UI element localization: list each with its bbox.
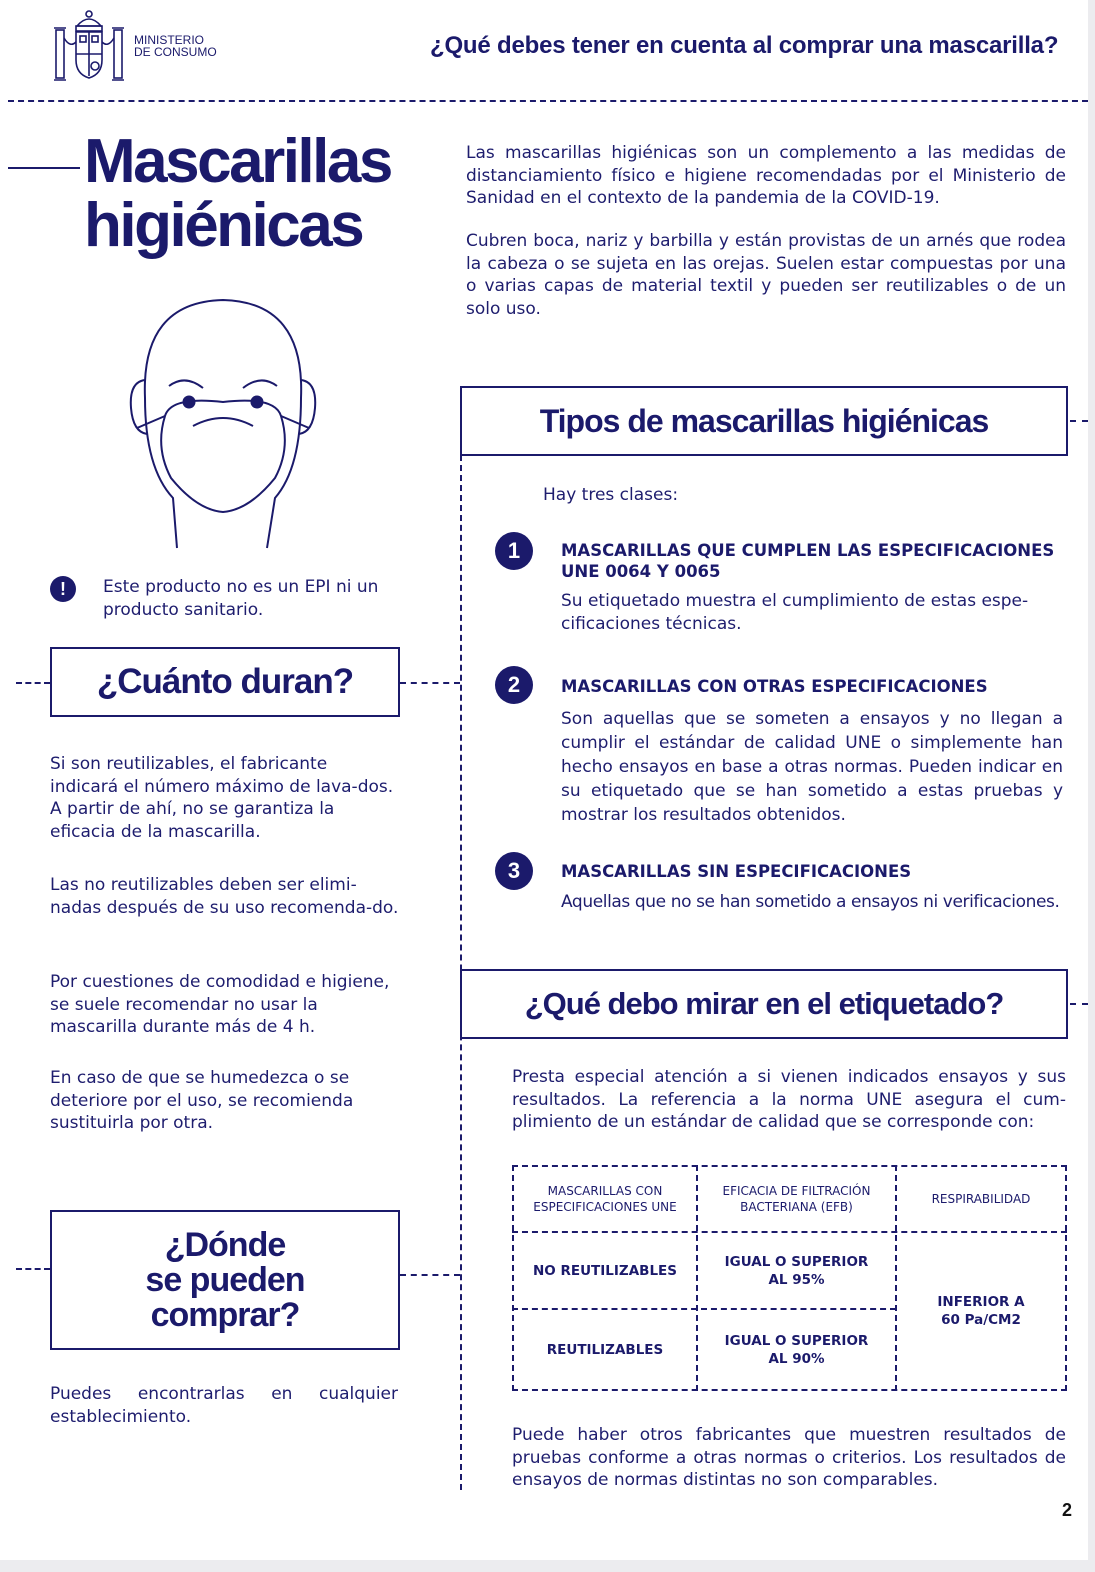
type-1-text: Su etiquetado muestra el cumplimiento de estas espe-cificaciones técnicas. [561, 591, 1029, 634]
type-2-title: MASCARILLAS CON OTRAS ESPECIFICACIONES [561, 677, 988, 696]
ministry-line1: MINISTERIO [134, 33, 205, 47]
exclamation-icon: ! [50, 576, 76, 602]
table-header-efb: EFICACIA DE FILTRACIÓN BACTERIANA (EFB) [722, 1184, 871, 1214]
type-2-text: Son aquellas que se someten a ensayos y no llegan a cumplir el estándar de calidad UNE o simplemente han hecho ensayos en base a otras normas. Pueden indicar en su etiquetado que se han sometido a estas pruebas y mostrar los resultados obtenidos. [561, 709, 1063, 825]
duration-paragraph-4: En caso de que se humedezca o se deteriore por el uso, se recomienda sustituirla por otra. [50, 1068, 354, 1133]
types-heading-box [460, 386, 1068, 456]
page-title-line1: Mascarillas [84, 127, 391, 196]
type-3-text: Aquellas que no se han sometido a ensayos ni verificaciones. [561, 892, 1060, 912]
table-header-breathability: RESPIRABILIDAD [931, 1192, 1031, 1206]
duration-heading-box [50, 647, 400, 717]
table-header-masks: MASCARILLAS CON ESPECIFICACIONES UNE [533, 1184, 677, 1214]
duration-connector-left [16, 682, 50, 684]
where-text: Puedes encontrarlas en cualquier establecimiento. [50, 1384, 398, 1427]
face-with-mask-illustration [125, 298, 320, 550]
specifications-table [512, 1165, 1067, 1391]
types-intro: Hay tres clases: [543, 485, 679, 505]
type-1-title: MASCARILLAS QUE CUMPLEN LAS ESPECIFICACIONES UNE 0064 Y 0065 [561, 541, 1055, 581]
notice-text: Este producto no es un EPI ni un producto sanitario. [103, 577, 379, 620]
label-heading-box [460, 969, 1068, 1039]
duration-connector-right [400, 682, 460, 684]
duration-paragraph-2: Las no reutilizables deben ser elimi-nadas después de su uso recomenda-do. [50, 875, 399, 918]
duration-paragraph-1: Si son reutilizables, el fabricante indicará el número máximo de lava-dos. A partir de ahí, no se garantiza la eficacia de la mascarilla. [50, 754, 394, 842]
number-3-badge: 3 [495, 852, 533, 890]
table-border-right [1065, 1165, 1067, 1391]
types-connector-right [1070, 420, 1088, 422]
label-intro: Presta especial atención a si vienen indicados ensayos y sus resultados. La referencia a la norma UNE asegura el cum-plimiento de un estándar de calidad que se corresponde con: [512, 1067, 1066, 1132]
page-number: 2 [1061, 1500, 1072, 1520]
label-heading: ¿Qué debo mirar en el etiquetado? [524, 986, 1004, 1021]
table-cell-breathability-value: INFERIOR A 60 Pa/CM2 [937, 1294, 1025, 1328]
number-1-badge: 1 [495, 532, 533, 570]
number-2-badge: 2 [495, 666, 533, 704]
types-heading: Tipos de mascarillas higiénicas [539, 402, 989, 439]
header-divider [8, 100, 1088, 102]
where-heading-line1: ¿Dónde [164, 1225, 286, 1264]
duration-paragraph-3: Por cuestiones de comodidad e higiene, se suele recomendar no usar la mascarilla durante más de 4 h. [50, 972, 390, 1037]
table-cell-efb-95: IGUAL O SUPERIOR AL 95% [724, 1253, 869, 1288]
label-connector-right [1070, 1003, 1088, 1005]
coat-of-arms-logo [50, 8, 128, 88]
ministry-line2: DE CONSUMO [134, 45, 217, 59]
duration-heading: ¿Cuánto duran? [96, 662, 354, 701]
intro-paragraph-1: Las mascarillas higiénicas son un complemento a las medidas de distanciamiento físico e higiene recomendadas por el Ministerio de Sanidad en el contexto de la pandemia de la COVID-19. [466, 143, 1066, 208]
table-cell-non-reusable: NO REUTILIZABLES [533, 1262, 677, 1279]
where-heading-line2: se pueden [145, 1260, 305, 1299]
page-title-line2: higiénicas [84, 191, 363, 260]
title-rule [8, 167, 80, 169]
table-border-bottom [512, 1389, 1067, 1391]
page-title [84, 127, 391, 260]
ministry-name [134, 34, 217, 58]
table-cell-reusable: REUTILIZABLES [546, 1341, 664, 1358]
header-question: ¿Qué debes tener en cuenta al comprar una mascarilla? [430, 32, 1059, 59]
where-heading-line3: comprar? [150, 1295, 300, 1334]
label-outro: Puede haber otros fabricantes que muestren resultados de pruebas conforme a otras normas o criterios. Los resultados de ensayos de normas distintas no son comparables. [512, 1425, 1066, 1490]
table-cell-efb-90: IGUAL O SUPERIOR AL 90% [724, 1332, 869, 1367]
where-connector-left [16, 1268, 50, 1270]
intro-paragraph-2: Cubren boca, nariz y barbilla y están provistas de un arnés que rodea la cabeza o se sujeta en las orejas. Suelen estar compuestas por una o varias capas de material textil y pueden ser reutilizables o de un solo uso. [466, 231, 1066, 319]
where-connector-right [400, 1274, 460, 1276]
type-3-title: MASCARILLAS SIN ESPECIFICACIONES [561, 862, 912, 881]
where-heading-box [50, 1210, 400, 1350]
